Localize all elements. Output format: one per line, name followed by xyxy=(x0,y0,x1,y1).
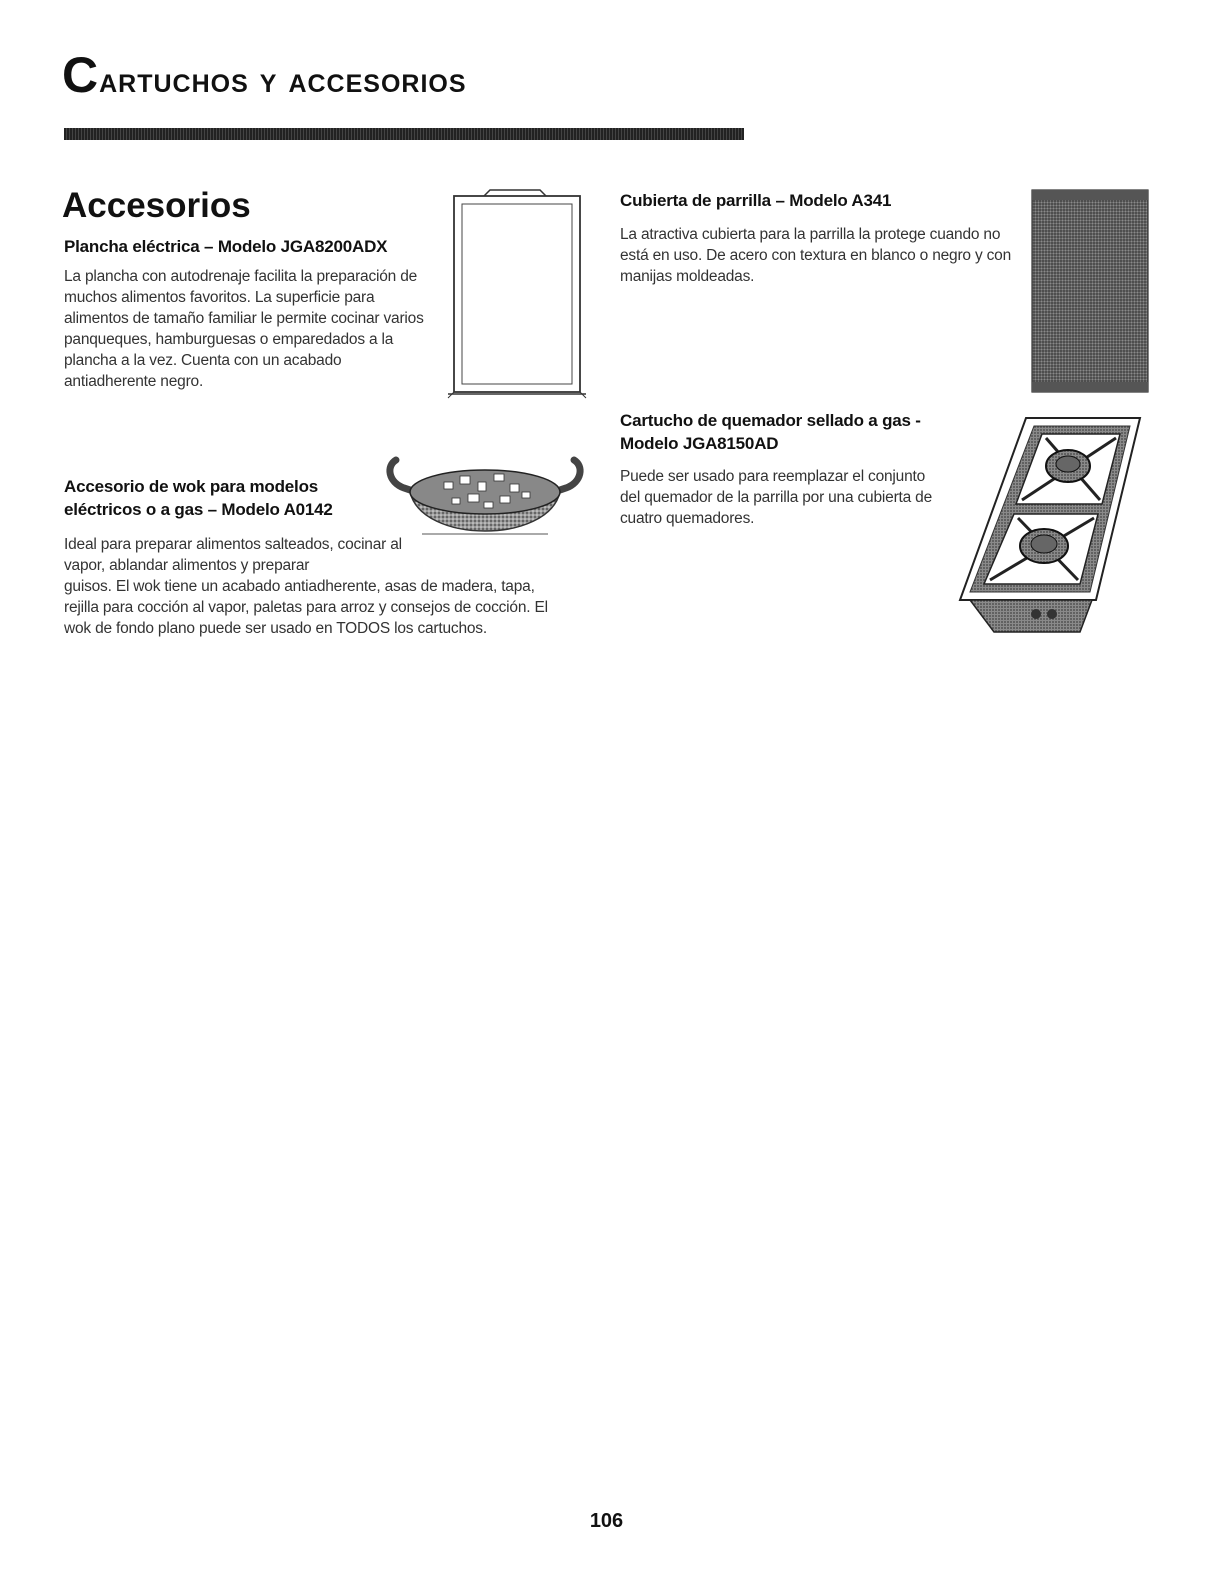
grill-cover-title: Cubierta de parrilla – Modelo A341 xyxy=(620,191,892,210)
page-title-rest: artuchos y accesorios xyxy=(99,59,467,100)
wok-title-line-1: Accesorio de wok para modelos xyxy=(64,477,319,496)
burner-cartridge-illustration xyxy=(956,414,1146,636)
wok-description-intro: Ideal para preparar alimentos salteados, cocinar al vapor, ablandar alimentos y preparar xyxy=(64,536,402,575)
wok-illustration xyxy=(382,452,588,562)
title-rule xyxy=(64,128,744,140)
griddle-illustration xyxy=(444,186,590,404)
page-title xyxy=(62,47,467,103)
burner-cartridge-title-line-2: Modelo JGA8150AD xyxy=(620,434,779,453)
grill-cover-description: La atractiva cubierta para la parrilla la protege cuando no está en uso. De acero con textura en blanco o negro y con manijas moldeadas. xyxy=(620,226,1011,286)
wok-title-line-2: eléctricos o a gas – Modelo A0142 xyxy=(64,500,333,519)
burner-cartridge-title-line-1: Cartucho de quemador sellado a gas - xyxy=(620,411,921,430)
grill-cover-illustration xyxy=(1030,188,1150,394)
page-title-initial: C xyxy=(62,47,100,103)
wok-description-rest: guisos. El wok tiene un acabado antiadherente, asas de madera, tapa, rejilla para cocción al vapor, paletas para arroz y consejos de cocción. El wok de fondo plano puede ser usado en TODOS los cartuchos. xyxy=(64,578,548,638)
burner-cartridge-description: Puede ser usado para reemplazar el conjunto del quemador de la parrilla por una cubierta de cuatro quemadores. xyxy=(620,468,932,528)
page-number: 106 xyxy=(589,1510,624,1532)
griddle-description: La plancha con autodrenaje facilita la preparación de muchos alimentos favoritos. La superficie para alimentos de tamaño familiar le permite cocinar varios panqueques, hamburguesas o emparedados a la plancha a la vez. Cuenta con un acabado antiadherente negro. xyxy=(64,268,424,391)
griddle-title: Plancha eléctrica – Modelo JGA8200ADX xyxy=(64,237,388,256)
section-title: Accesorios xyxy=(62,186,251,225)
